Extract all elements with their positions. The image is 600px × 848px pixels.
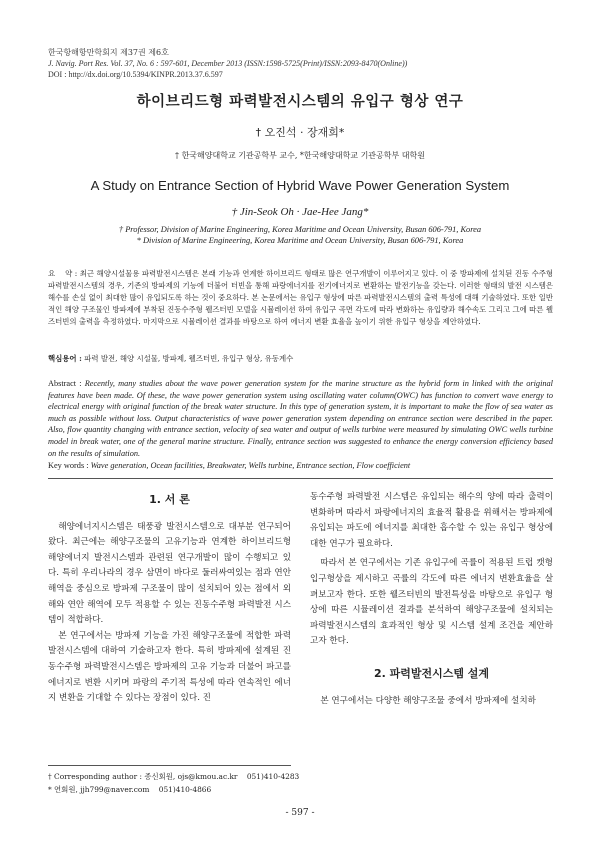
abstract-korean-text: 최근 해양시설물용 파력발전시스템은 본래 기능과 연계한 하이브리드 형태로 많은 연구개발이 이루어지고 있다. 이 중 방파제에 설치된 진동 수주형 파력발전시스템의 경우, 기존의 방파제의 기능에 더불어 터빈을 통해 파랑에너지를 전기에너지로 변환하는 발전기능을 갖는다. 이러한 형태의 발전 시스템은 해수를 손실 없이 최대한 많이 유입되도록 하는 것이 중요하다. 본 논문에서는 유입구 형상에 따른 파력발전시스템의 출력 특성에 대해 기술하였다. 또한 일반적인 해양 구조물인 방파제에 부착된 진동수주형 웰즈터빈 모델을 시뮬레이션 하여 유입구 곡면 각도에 따라 변화하는 유입량과 해수속도 그리고 그에 따른 웰즈터빈의 출력을 측정하였다. 마지막으로 시뮬레이션 결과를 바탕으로 하여 에너지 변환 효율을 높이기 위한 유입구 형상을 제안하였다. bbox=[48, 269, 553, 326]
abstract-english-label: Abstract : bbox=[48, 379, 82, 388]
abstract-korean-label: 요 약 : bbox=[48, 269, 78, 278]
journal-header bbox=[48, 47, 407, 80]
page-number: - 597 - bbox=[285, 808, 315, 818]
abstract-english-text: Recently, many studies about the wave power generation system for the marine structure as the hybrid form in linked with the original features have been made. Of these, the wave power generation system using oscillating water column(OWC) has function to convert wave energy to electrical energy with original function of the break water structure. In this type of generation system, it is important to make the flow of sea water as much as possible without loss. Output characteristics of wave power generation system depending on entrance section were described in the paper. Also, flow quantity changing with entrance section, velocity of sea water and output of wells turbine were measured by simulating OWC wells turbine model in break water, one of the general marine structure. Finally, entrance section was suggested to enhance the energy conversion efficiency based on the results of simulation. bbox=[48, 379, 553, 458]
keywords-english bbox=[48, 461, 553, 470]
authors-english: † Jin-Seok Oh · Jae-Hee Jang* bbox=[231, 206, 369, 218]
footnote-corresponding-author: † Corresponding author : 종신회원, ojs@kmou.ac.kr 051)410-4283 bbox=[48, 772, 300, 781]
section2-paragraph-1: 본 연구에서는 다양한 해양구조물 중에서 방파제에 설치하 bbox=[320, 695, 536, 706]
keywords-korean bbox=[48, 353, 553, 364]
section-divider bbox=[48, 478, 553, 479]
journal-citation: J. Navig. Port Res. Vol. 37, No. 6 : 597-601, December 2013 (ISSN:1598-5725(Print)/ISSN:2093-8470(Online)) bbox=[48, 59, 408, 68]
keywords-english-text: Wave generation, Ocean facilities, Breakwater, Wells turbine, Entrance section, Flow coefficient bbox=[88, 461, 411, 470]
footnote-divider bbox=[48, 765, 291, 766]
title-korean: 하이브리드형 파력발전시스템의 유입구 형상 연구 bbox=[136, 94, 464, 110]
right-column bbox=[310, 490, 553, 709]
title-english: A Study on Entrance Section of Hybrid Wave Power Generation System bbox=[90, 178, 510, 193]
right-paragraph-1: 동수주형 파력발전 시스템은 유입되는 해수의 양에 따라 출력이 변화하며 따라서 파랑에너지의 효율적 활용을 위해서는 방파제에 유입되는 파도에 에너지를 최대한 흡수할 수 있는 유입구 형상에 대한 연구가 필요하다. bbox=[310, 492, 553, 549]
keywords-english-label: Key words : bbox=[48, 461, 89, 470]
abstract-korean bbox=[48, 268, 553, 328]
keywords-korean-label: 핵심용어 : bbox=[48, 354, 82, 363]
authors-korean: † 오진석 · 장재희* bbox=[255, 126, 345, 139]
affiliation-korean: † 한국해양대학교 기관공학부 교수, *한국해양대학교 기관공학부 대학원 bbox=[175, 151, 425, 160]
affiliation-english-1: † Professor, Division of Marine Engineering, Korea Maritime and Ocean University, Busan 606-791, Korea bbox=[118, 225, 482, 234]
keywords-korean-text: 파력 발전, 해양 시설물, 방파제, 웰즈터빈, 유입구 형상, 유동계수 bbox=[81, 354, 294, 363]
section1-paragraph-2: 본 연구에서는 방파제 기능을 가진 해양구조물에 적합한 파력발전시스템에 대하여 기술하고자 한다. 특히 방파제에 설계된 진동수주형 파력발전시스템은 방파제의 고유 기능과 더불어 파고를 에너지로 변환 시키며 파랑의 주기적 특성에 따라 연속적인 에너지 변환을 기대할 수 있다는 장점이 있다. 진 bbox=[48, 630, 291, 704]
doi-link[interactable]: DOI : http://dx.doi.org/10.5394/KINPR.2013.37.6.597 bbox=[48, 70, 223, 79]
section1-paragraph-1: 해양에너지시스템은 태풍광 발전시스템으로 대부분 연구되어 왔다. 최근에는 해양구조물의 고유기능과 연계한 하이브리드형 해양에너지 발전시스템과 관련된 연구개발이 많이 수행되고 있다. 특히 우리나라의 경우 삼면이 바다로 둘러싸여있는 점과 연안 해역을 중심으로 방파제 구조물이 많이 설치되어 있는 점에서 외해와 연안 해역에 모두 적용할 수 있는 진동수주형 파력발전 시스템이 적합하다. bbox=[48, 521, 291, 626]
footnote-member: * 연회원, jjh799@naver.com 051)410-4866 bbox=[48, 785, 212, 794]
affiliation-english-2: * Division of Marine Engineering, Korea Maritime and Ocean University, Busan 606-791, Korea bbox=[136, 236, 464, 245]
left-column bbox=[48, 493, 291, 707]
abstract-english bbox=[48, 378, 553, 459]
journal-name-ko: 한국항해항만학회지 제37권 제6호 bbox=[48, 48, 169, 57]
affiliation-english bbox=[0, 224, 600, 246]
section2-heading: 2. 파력발전시스템 설계 bbox=[373, 666, 490, 680]
footnotes bbox=[48, 770, 299, 796]
right-paragraph-2: 따라서 본 연구에서는 기존 유입구에 곡률이 적용된 트럽 캣형 입구형상을 제시하고 곡률의 각도에 따른 에너지 변환효율을 살펴보고자 한다. 또한 웰즈터빈의 발전특성을 바탕으로 유입구 형상에 따른 시뮬레이션 결과를 분석하여 해양구조물에 설치되는 파력발전시스템의 효과적인 형상 및 시스템 설계 조건을 제안하고자 한다. bbox=[310, 558, 553, 647]
section1-heading: 1. 서 론 bbox=[149, 493, 190, 506]
